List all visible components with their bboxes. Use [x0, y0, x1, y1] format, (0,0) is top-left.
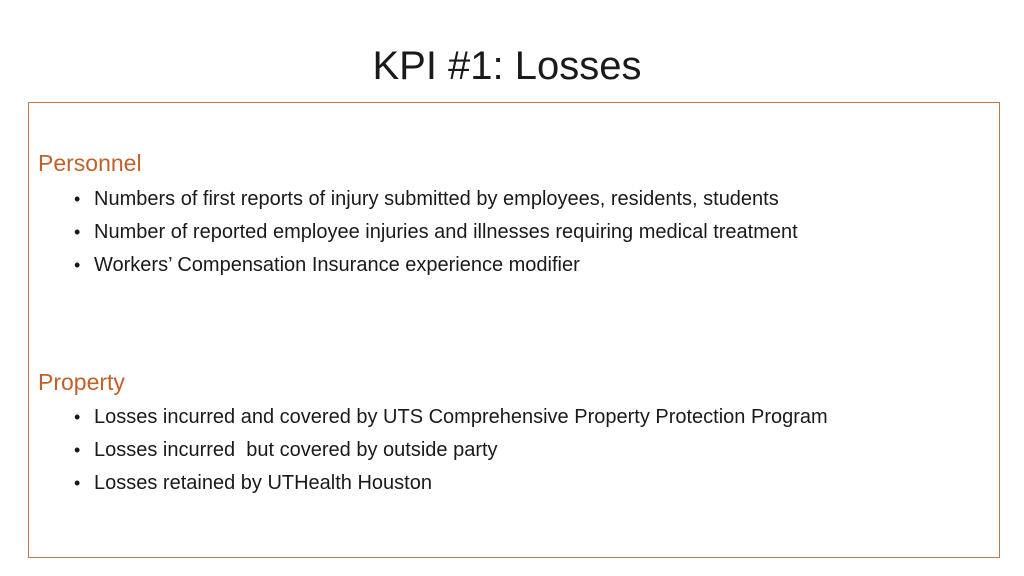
list-item — [74, 216, 798, 249]
bullet-dot-icon: • — [74, 189, 81, 209]
list-item-text: Number of reported employee injuries and illnesses requiring medical treatment — [94, 221, 798, 243]
bullet-dot-icon: • — [74, 255, 81, 275]
property-list — [74, 401, 828, 500]
list-item — [74, 467, 828, 500]
list-item-text: Losses retained by UTHealth Houston — [94, 472, 432, 494]
property-heading: Property — [38, 369, 125, 395]
list-item — [74, 249, 798, 282]
bullet-dot-icon: • — [74, 473, 81, 493]
bullet-dot-icon: • — [74, 440, 81, 460]
bullet-dot-icon: • — [74, 222, 81, 242]
content-box — [28, 102, 1000, 558]
list-item-text: Losses incurred but covered by outside party — [94, 439, 498, 461]
list-item-text: Workers’ Compensation Insurance experience modifier — [94, 254, 580, 276]
list-item — [74, 183, 798, 216]
list-item — [74, 434, 828, 467]
slide-title: KPI #1: Losses — [372, 44, 642, 88]
list-item-text: Numbers of first reports of injury submitted by employees, residents, students — [94, 188, 779, 210]
list-item-text: Losses incurred and covered by UTS Comprehensive Property Protection Program — [94, 406, 828, 428]
list-item — [74, 401, 828, 434]
bullet-dot-icon: • — [74, 407, 81, 427]
personnel-heading: Personnel — [38, 150, 142, 176]
personnel-list — [74, 183, 798, 282]
